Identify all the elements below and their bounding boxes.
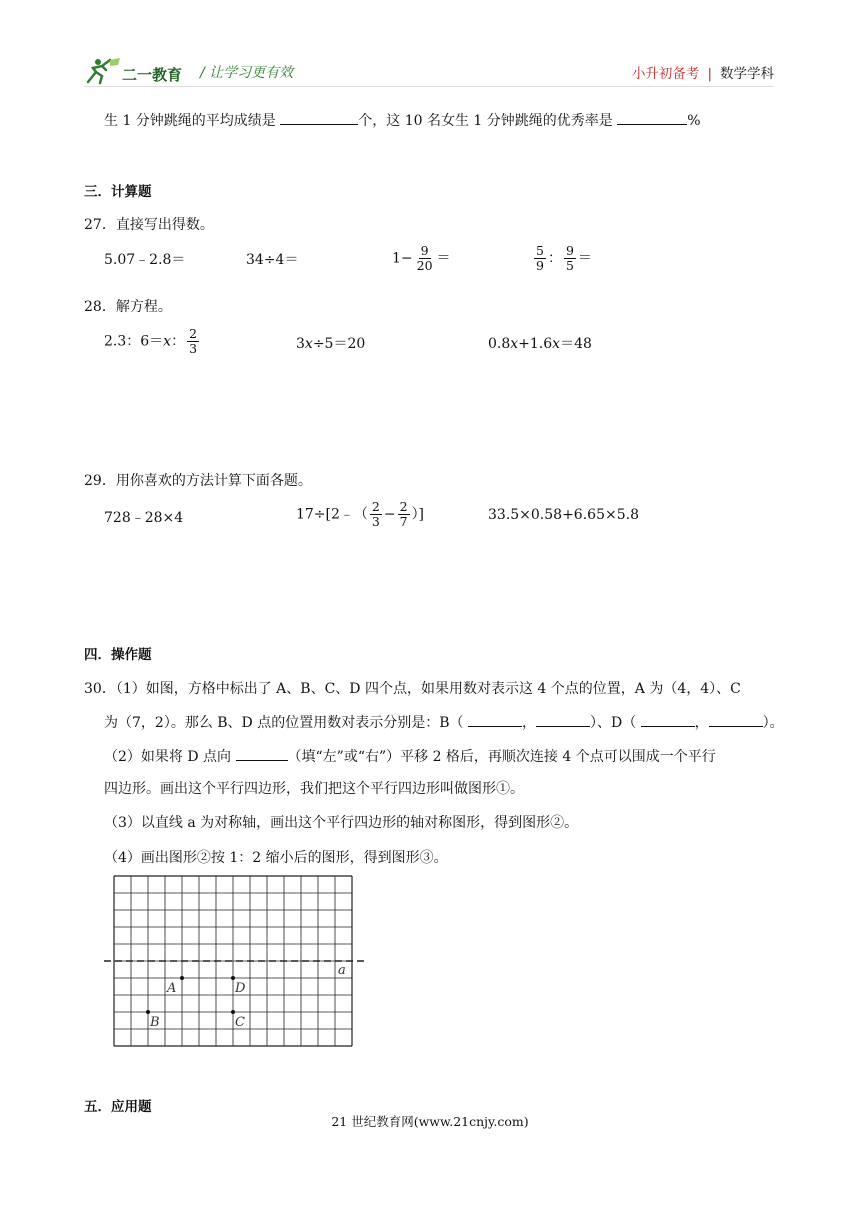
q26-text-1: 生 1 分钟跳绳的平均成绩是 — [104, 113, 276, 129]
fraction-2-3 — [370, 500, 382, 529]
axis-label: a — [338, 963, 346, 978]
point-b — [146, 1010, 150, 1014]
fraction-9-20 — [415, 244, 435, 273]
q30-line-2 — [104, 712, 784, 732]
frac-denominator: 5 — [565, 257, 574, 273]
q27-e4-op: ： — [547, 250, 562, 267]
q28-e2-b: ÷5＝20 — [312, 336, 366, 352]
q27-e4-post: ＝ — [577, 250, 592, 267]
q27-expr-2: 34÷4＝ — [246, 252, 299, 268]
q30-line-1: 30．（1）如图，方格中标出了 A、B、C、D 四个点，如果用数对表示这 4 个点的位置，A 为（4，4）、C — [84, 681, 741, 697]
q26-blank-1[interactable] — [280, 112, 358, 125]
variable-x: x — [304, 336, 313, 352]
section-3-title: 三．计算题 — [84, 184, 152, 200]
q28-e3-a: 0.8 — [488, 336, 511, 352]
q30-l3a: （2）如果将 D 点向 — [104, 749, 232, 765]
q27-e3-post: ＝ — [436, 250, 451, 267]
q30-l2c: ）、D（ — [589, 715, 637, 731]
frac-numerator: 9 — [420, 243, 429, 258]
q27-expr-1: 5.07﹣2.8＝ — [104, 252, 186, 268]
q28-eq-3 — [488, 333, 592, 353]
frac-denominator: 3 — [189, 340, 198, 356]
q29-expr-1: 728﹣28×4 — [104, 510, 184, 526]
logo-text: 二一教育 — [122, 66, 183, 84]
point-d — [231, 976, 235, 980]
minus-sign: − — [383, 506, 396, 523]
q26-text-3: % — [687, 113, 701, 129]
q28-e3-b: +1.6 — [518, 336, 553, 352]
q30-line-5: （3）以直线 a 为对称轴，画出这个平行四边形的轴对称图形，得到图形②。 — [104, 815, 579, 831]
q28-e3-c: ＝48 — [560, 336, 592, 352]
point-label-b: B — [150, 1015, 160, 1030]
brand-logo — [84, 56, 196, 90]
q29-e2-post: ）] — [411, 506, 425, 523]
q30-l2d: ， — [694, 715, 709, 731]
header-slogan: / 让学习更有效 — [200, 65, 294, 81]
frac-numerator: 9 — [565, 243, 574, 258]
variable-x: x — [510, 336, 519, 352]
q28-e1-pre: 2.3：6＝ — [104, 333, 164, 350]
point-a — [180, 976, 184, 980]
q30-line-6: （4）画出图形②按 1：2 缩小后的图形，得到图形③。 — [104, 850, 448, 866]
coordinate-grid — [104, 870, 368, 1050]
variable-x: x — [163, 333, 172, 350]
q26-tail — [104, 110, 701, 130]
fraction-2-7 — [398, 500, 410, 529]
q27-e3-pre: 1− — [392, 250, 413, 267]
q29-expr-3: 33.5×0.58+6.65×5.8 — [488, 507, 639, 523]
subject-label: 数学学科 — [720, 66, 774, 82]
fraction-2-3 — [187, 327, 199, 356]
page-footer: 21 世纪教育网(www.21cnjy.com) — [331, 1114, 529, 1129]
section-4-title: 四．操作题 — [84, 647, 152, 663]
q26-blank-2[interactable] — [617, 112, 687, 125]
header-separator: | — [707, 66, 712, 82]
q27-stem: 27．直接写出得数。 — [84, 217, 214, 233]
point-label-d: D — [235, 981, 246, 996]
q27-expr-3 — [392, 244, 451, 273]
frac-numerator: 2 — [371, 499, 380, 514]
d-x-blank[interactable] — [641, 714, 695, 727]
exam-label: 小升初备考 — [631, 66, 700, 82]
frac-denominator: 7 — [399, 513, 408, 529]
point-label-c: C — [235, 1015, 245, 1030]
frac-numerator: 5 — [536, 243, 544, 258]
b-x-blank[interactable] — [468, 714, 522, 727]
direction-blank[interactable] — [236, 748, 288, 761]
q28-e1-colon: ： — [171, 333, 186, 350]
frac-numerator: 2 — [399, 499, 408, 514]
frac-numerator: 2 — [189, 326, 198, 341]
header-right — [632, 62, 774, 82]
q27-expr-4 — [532, 244, 592, 273]
q29-stem: 29．用你喜欢的方法计算下面各题。 — [84, 473, 312, 489]
b-y-blank[interactable] — [536, 714, 590, 727]
q28-e2-a: 3 — [296, 336, 305, 352]
d-y-blank[interactable] — [709, 714, 763, 727]
section-5-title: 五．应用题 — [84, 1099, 152, 1115]
runner-logo-icon — [84, 56, 196, 86]
q29-e2-pre: 17÷[2﹣（ — [296, 506, 368, 523]
q30-line-4: 四边形。画出这个平行四边形，我们把这个平行四边形叫做图形①。 — [104, 781, 524, 797]
q28-stem: 28．解方程。 — [84, 299, 172, 315]
fraction-9-5 — [564, 244, 576, 273]
q28-eq-1 — [104, 327, 201, 356]
variable-x: x — [552, 336, 561, 352]
q30-l2e: ）。 — [762, 715, 784, 731]
header-divider — [84, 86, 774, 87]
q30-l2a: 为（7，2）。那么 B、D 点的位置用数对表示分别是：B（ — [104, 715, 464, 731]
frac-denominator: 20 — [416, 257, 433, 273]
q28-eq-2 — [296, 333, 365, 353]
point-c — [231, 1010, 235, 1014]
q26-text-2: 个，这 10 名女生 1 分钟跳绳的优秀率是 — [358, 113, 613, 129]
point-label-a: A — [167, 981, 177, 996]
q30-l2b: ， — [521, 715, 536, 731]
q30-line-3 — [104, 746, 716, 766]
fraction-5-9 — [534, 244, 546, 273]
frac-denominator: 9 — [536, 257, 544, 273]
q29-expr-2 — [296, 500, 424, 529]
frac-denominator: 3 — [371, 513, 380, 529]
q30-l3b: （填“左”或“右”）平移 2 格后，再顺次连接 4 个点可以围成一个平行 — [287, 749, 716, 765]
